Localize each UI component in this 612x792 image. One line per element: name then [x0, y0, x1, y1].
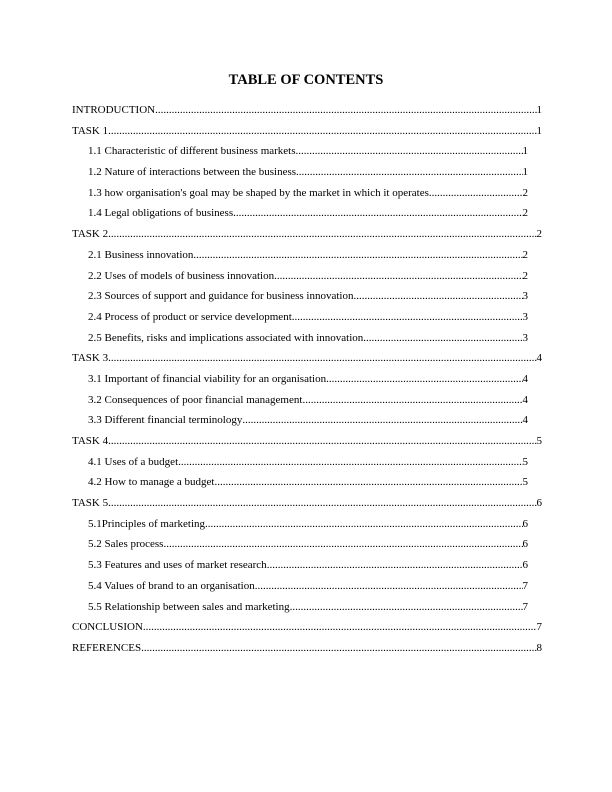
toc-dot-leader: [141, 638, 536, 659]
toc-dot-leader: [233, 203, 522, 224]
toc-entry[interactable]: [72, 348, 542, 369]
toc-page-number: 5: [536, 435, 542, 447]
toc-entry[interactable]: [88, 514, 528, 535]
toc-entry-title: 1.3 how organisation's goal may be shaped by the market in which it operates: [88, 186, 429, 199]
toc-page-number: 2: [522, 248, 528, 261]
toc-page-number: 1: [522, 145, 528, 158]
toc-dot-leader: [193, 245, 522, 266]
toc-entry-title: 5.4 Values of brand to an organisation: [88, 579, 255, 592]
toc-dot-leader: [290, 597, 523, 618]
toc-entry-title: TASK 5: [72, 497, 109, 510]
toc-dot-leader: [242, 410, 522, 431]
toc-page-number: 7: [522, 600, 528, 613]
toc-page-number: 6: [536, 497, 542, 510]
toc-entry-title: TASK 2: [72, 228, 109, 241]
toc-dot-leader: [163, 534, 522, 555]
toc-entry[interactable]: [88, 410, 528, 431]
toc-dot-leader: [108, 493, 536, 514]
toc-dot-leader: [155, 100, 536, 121]
toc-dot-leader: [326, 369, 522, 390]
toc-entry[interactable]: [88, 266, 528, 287]
toc-page-number: 3: [522, 290, 528, 303]
toc-dot-leader: [255, 576, 523, 597]
toc-page-number: 4: [536, 352, 542, 365]
toc-entry-title: TASK 4: [72, 435, 109, 447]
toc-dot-leader: [108, 431, 536, 452]
toc-entry[interactable]: [72, 431, 542, 452]
toc-entry[interactable]: [88, 162, 528, 183]
toc-page-number: 4: [522, 393, 528, 406]
toc-dot-leader: [178, 452, 522, 473]
toc-entry[interactable]: [88, 203, 528, 224]
toc-entry-title: REFERENCES: [72, 641, 142, 654]
toc-dot-leader: [274, 266, 522, 287]
page-title: TABLE OF CONTENTS: [228, 72, 384, 88]
toc-page-number: 6: [522, 538, 528, 551]
toc-entry[interactable]: [72, 617, 542, 638]
toc-entry[interactable]: [88, 390, 528, 411]
toc-entry[interactable]: [88, 555, 528, 576]
toc-dot-leader: [296, 162, 522, 183]
toc-page-number: 6: [522, 517, 528, 530]
toc-page-number: 2: [522, 269, 528, 282]
toc-entry[interactable]: [88, 183, 528, 204]
toc-dot-leader: [143, 617, 537, 638]
toc-dot-leader: [302, 390, 522, 411]
toc-page-number: 4: [522, 372, 528, 385]
toc-entry[interactable]: [88, 141, 528, 162]
toc-dot-leader: [296, 141, 523, 162]
toc-entry[interactable]: [72, 638, 542, 659]
toc-dot-leader: [292, 307, 523, 328]
toc-entry[interactable]: [88, 534, 528, 555]
toc-page-number: 1: [536, 104, 542, 116]
toc-dot-leader: [429, 183, 523, 204]
toc-dot-leader: [108, 121, 536, 142]
toc-dot-leader: [356, 286, 522, 307]
toc-page-number: 5: [522, 476, 528, 489]
toc-entry-title: 2.3 Sources of support and guidance for business innovation.: [88, 290, 357, 303]
toc-entry-title: 3.2 Consequences of poor financial management: [88, 393, 303, 406]
toc-entry[interactable]: [72, 224, 542, 245]
toc-entry-title: CONCLUSION: [72, 621, 143, 634]
toc-entry[interactable]: [88, 452, 528, 473]
toc-entry-title: TASK 3: [72, 352, 109, 365]
toc-entry[interactable]: [88, 576, 528, 597]
toc-page-number: 5: [522, 455, 528, 468]
toc-entry-title: 5.1Principles of marketing: [88, 517, 206, 530]
toc-entry-title: 1.1 Characteristic of different business markets: [88, 145, 296, 158]
toc-dot-leader: [214, 472, 522, 493]
toc-page-number: 2: [522, 207, 528, 220]
table-of-contents: [72, 100, 542, 659]
toc-entry-title: 5.2 Sales process: [88, 538, 164, 551]
toc-page-number: 1: [522, 166, 528, 179]
toc-page-number: 8: [536, 641, 542, 654]
toc-entry[interactable]: [88, 369, 528, 390]
toc-dot-leader: [108, 224, 536, 245]
toc-page-number: 3: [522, 331, 528, 344]
toc-page-number: 2: [536, 228, 542, 241]
toc-entry-title: TASK 1: [72, 124, 109, 137]
toc-page-number: 4: [522, 414, 528, 427]
toc-page-number: 2: [522, 186, 528, 199]
toc-dot-leader: [267, 555, 523, 576]
toc-entry-title: 3.3 Different financial terminology: [88, 414, 243, 427]
toc-page-number: 3: [522, 310, 528, 323]
toc-dot-leader: [108, 348, 536, 369]
toc-entry[interactable]: [72, 493, 542, 514]
toc-entry-title: INTRODUCTION: [72, 104, 156, 116]
toc-entry-title: 3.1 Important of financial viability for an organisation: [88, 372, 327, 385]
toc-entry-title: 2.2 Uses of models of business innovation: [88, 269, 275, 282]
toc-entry[interactable]: [72, 121, 542, 142]
toc-entry[interactable]: [72, 100, 542, 121]
toc-page-number: 6: [522, 559, 528, 572]
toc-entry[interactable]: [88, 307, 528, 328]
toc-entry[interactable]: [88, 472, 528, 493]
toc-entry-title: 4.2 How to manage a budget: [88, 476, 215, 489]
toc-dot-leader: [205, 514, 522, 535]
toc-entry[interactable]: [88, 245, 528, 266]
toc-entry-title: 1.2 Nature of interactions between the business: [88, 166, 297, 179]
toc-entry[interactable]: [88, 286, 528, 307]
toc-entry[interactable]: [88, 328, 528, 349]
toc-entry-title: 4.1 Uses of a budget: [88, 455, 179, 468]
toc-entry-title: 1.4 Legal obligations of business: [88, 207, 234, 220]
toc-entry-title: 2.1 Business innovation: [88, 248, 194, 261]
toc-entry-title: 5.3 Features and uses of market research: [88, 559, 267, 572]
toc-dot-leader: [363, 328, 522, 349]
toc-page-number: 1: [536, 124, 542, 137]
toc-entry-title: 5.5 Relationship between sales and marketing: [88, 600, 290, 613]
toc-page-number: 7: [536, 621, 542, 634]
toc-entry-title: 2.5 Benefits, risks and implications associated with innovation: [88, 331, 364, 344]
toc-entry[interactable]: [88, 597, 528, 618]
toc-page-number: 7: [522, 579, 528, 592]
toc-entry-title: 2.4 Process of product or service development: [88, 310, 292, 323]
